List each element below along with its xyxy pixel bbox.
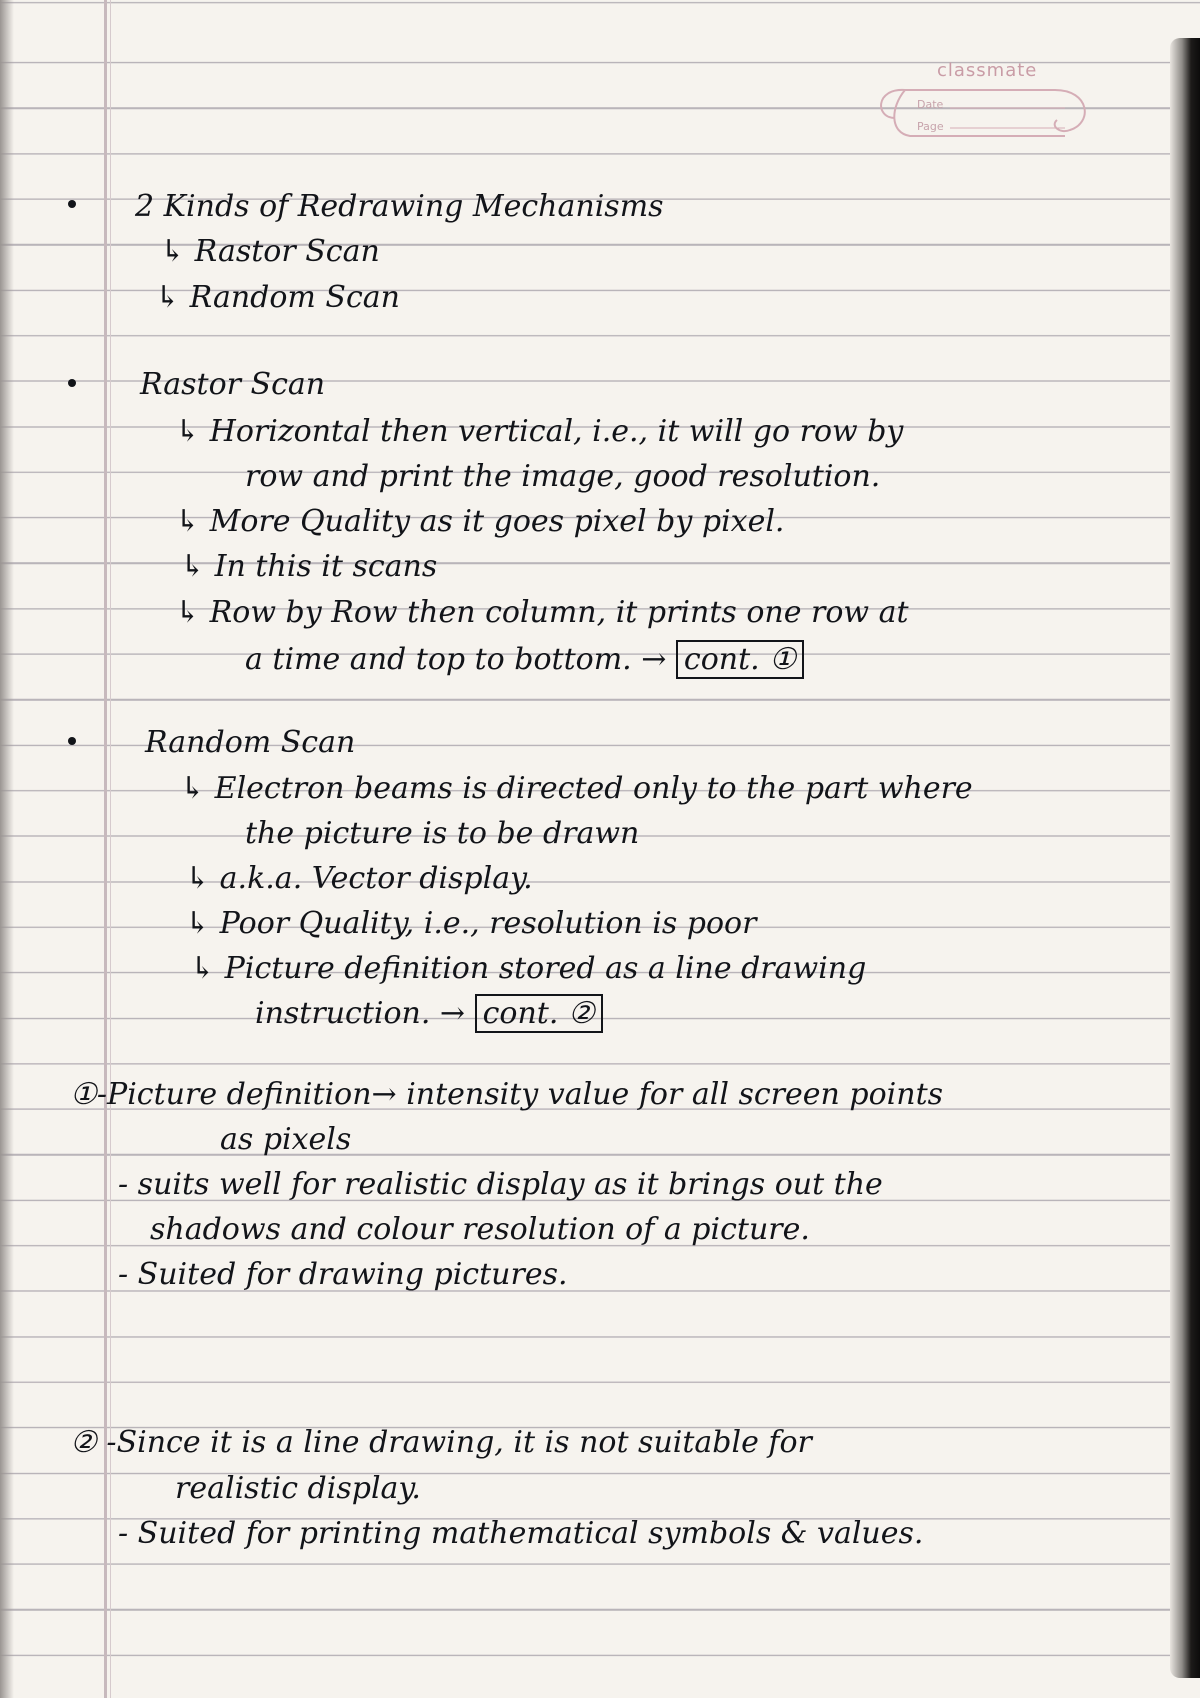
section3-line — [255, 996, 603, 1031]
cont-box-2: cont. ② — [475, 994, 603, 1033]
section2-line-text: a time and top to bottom. → — [245, 642, 667, 677]
page-left-shadow — [0, 0, 14, 1698]
page-label: Page — [917, 120, 944, 133]
section2-line: row and print the image, good resolution. — [245, 459, 881, 494]
bullet-icon — [68, 200, 76, 208]
section3-line-text: instruction. → — [255, 996, 466, 1031]
section1-heading: 2 Kinds of Redrawing Mechanisms — [135, 189, 664, 224]
note1-line: - Suited for drawing pictures. — [118, 1257, 568, 1292]
section3-line: ↳ Picture definition stored as a line drawing — [190, 951, 867, 986]
section2-heading: Rastor Scan — [140, 367, 326, 402]
section1-item: ↳ Rastor Scan — [160, 234, 380, 269]
section3-heading: Random Scan — [145, 725, 356, 760]
note1-line: shadows and colour resolution of a picture. — [150, 1212, 810, 1247]
section2-line: ↳ Horizontal then vertical, i.e., it will go row by — [175, 414, 904, 449]
bullet-icon — [68, 379, 76, 387]
section3-line: ↳ Electron beams is directed only to the part where — [180, 771, 973, 806]
stationery-brand-box — [865, 38, 1105, 156]
note2-line: realistic display. — [175, 1471, 421, 1506]
note2-line: - Suited for printing mathematical symbols & values. — [118, 1516, 924, 1551]
note1-line: - suits well for realistic display as it brings out the — [118, 1167, 883, 1202]
section1-item: ↳ Random Scan — [155, 280, 400, 315]
note2-line: ② -Since it is a line drawing, it is not suitable for — [70, 1425, 812, 1460]
section2-line: ↳ Row by Row then column, it prints one row at — [175, 595, 909, 630]
brand-scroll-icon — [865, 78, 1095, 158]
section2-line — [245, 642, 804, 677]
section3-line: ↳ a.k.a. Vector display. — [185, 861, 533, 896]
date-label: Date — [917, 98, 944, 111]
brand-name: classmate — [937, 60, 1038, 81]
note1-line: as pixels — [220, 1122, 352, 1157]
bullet-icon — [68, 737, 76, 745]
cont-box-1: cont. ① — [676, 640, 804, 679]
notebook-cover-edge — [1170, 38, 1200, 1678]
section2-line: ↳ More Quality as it goes pixel by pixel. — [175, 504, 785, 539]
section3-line: the picture is to be drawn — [245, 816, 640, 851]
note1-line: ①-Picture definition→ intensity value for all screen points — [70, 1077, 944, 1112]
section3-line: ↳ Poor Quality, i.e., resolution is poor — [185, 906, 757, 941]
section2-line: ↳ In this it scans — [180, 549, 438, 584]
